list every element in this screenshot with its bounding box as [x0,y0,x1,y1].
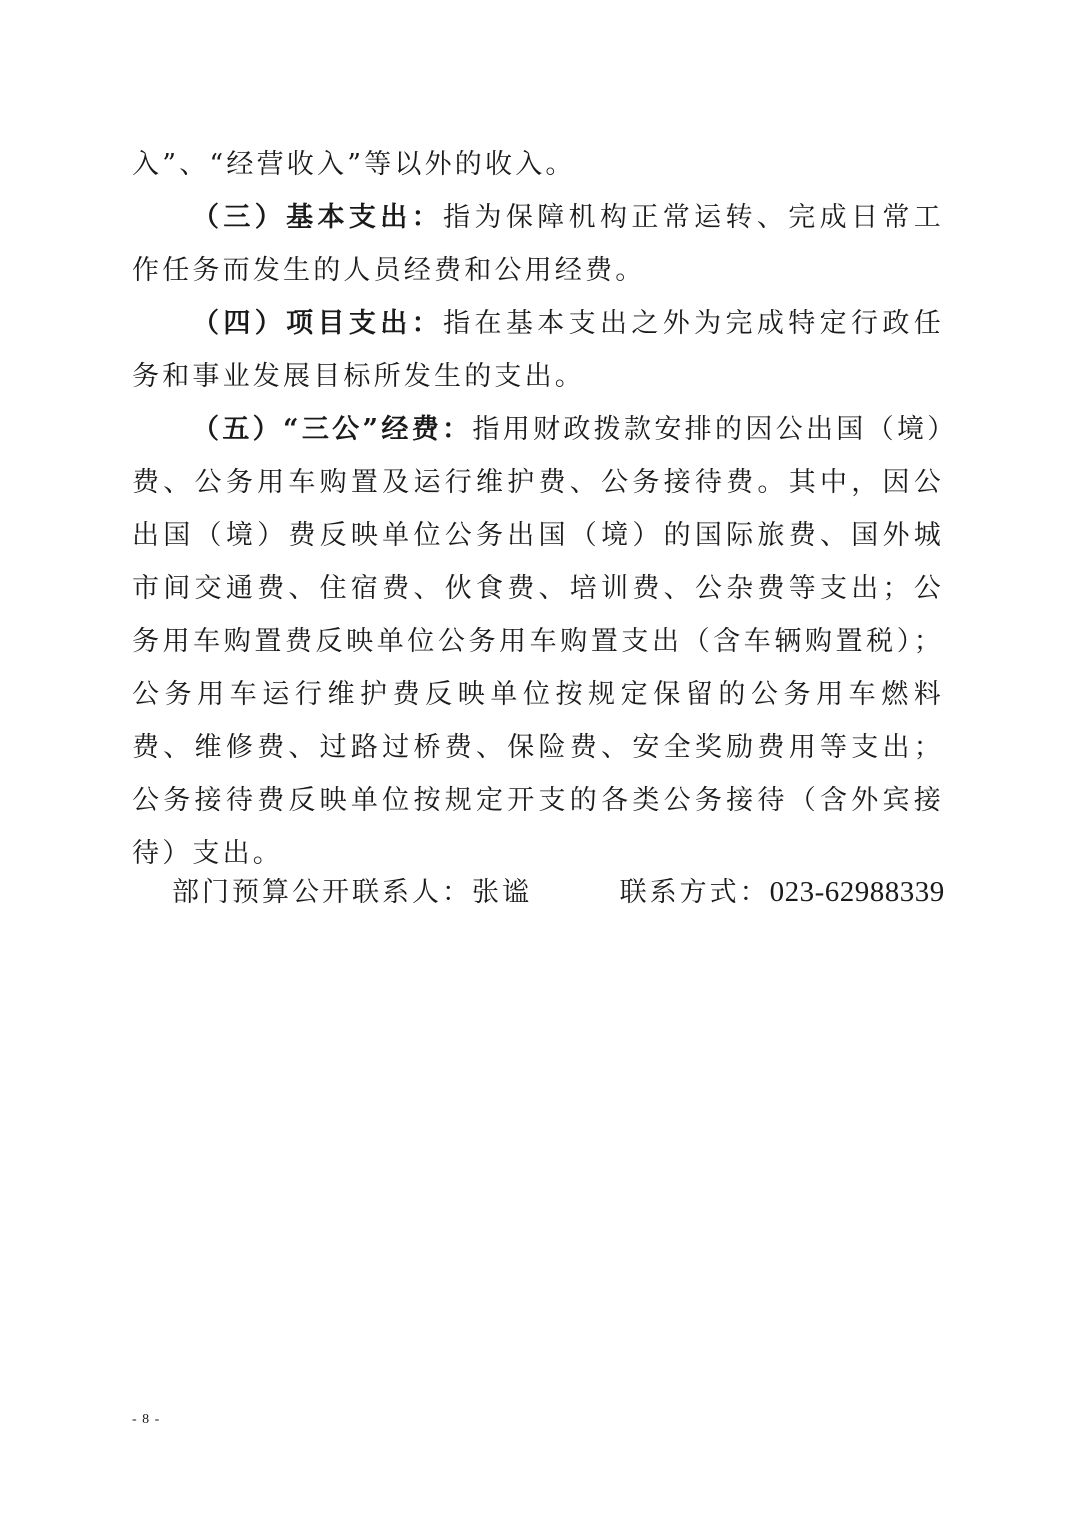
term-heading: （三）基本支出： [192,202,444,233]
paragraph-text: 入”、“经营收入”等以外的收入。 [132,149,576,180]
contact-phone-number: 023-62988339 [769,876,945,908]
contact-person-name: 张谧 [472,877,532,908]
page-number: - 8 - [132,1412,161,1427]
contact-phone-label: 联系方式： [619,877,770,908]
paragraph-continuation [132,138,944,191]
paragraph-text: 指在基本支出之外为完成特定行政任务和事业发展目标所发生的支出。 [132,308,944,392]
term-heading: （四）项目支出： [192,308,444,339]
paragraph-project-expenditure [132,297,944,403]
contact-line [172,866,945,919]
body-text [132,138,944,880]
paragraph-text: 指用财政拨款安排的因公出国（境）费、公务用车购置及运行维护费、公务接待费。其中，因公出国（境）费反映单位公务出国（境）的国际旅费、国外城市间交通费、住宿费、伙食费、培训费、公杂费等支出；公务用车购置费反映单位公务用车购置支出（含车辆购置税）；公务用车运行维护费反映单位按规定保留的公务用车燃料费、维修费、过路过桥费、保险费、安全奖励费用等支出；公务接待费反映单位按规定开支的各类公务接待（含外宾接待）支出。 [132,414,944,869]
paragraph-basic-expenditure [132,191,944,297]
paragraph-text: 指为保障机构正常运转、完成日常工作任务而发生的人员经费和公用经费。 [132,202,944,286]
term-heading: （五）“三公”经费： [192,414,473,445]
paragraph-three-public-funds [132,403,944,880]
contact-person-label: 部门预算公开联系人： [172,877,472,908]
